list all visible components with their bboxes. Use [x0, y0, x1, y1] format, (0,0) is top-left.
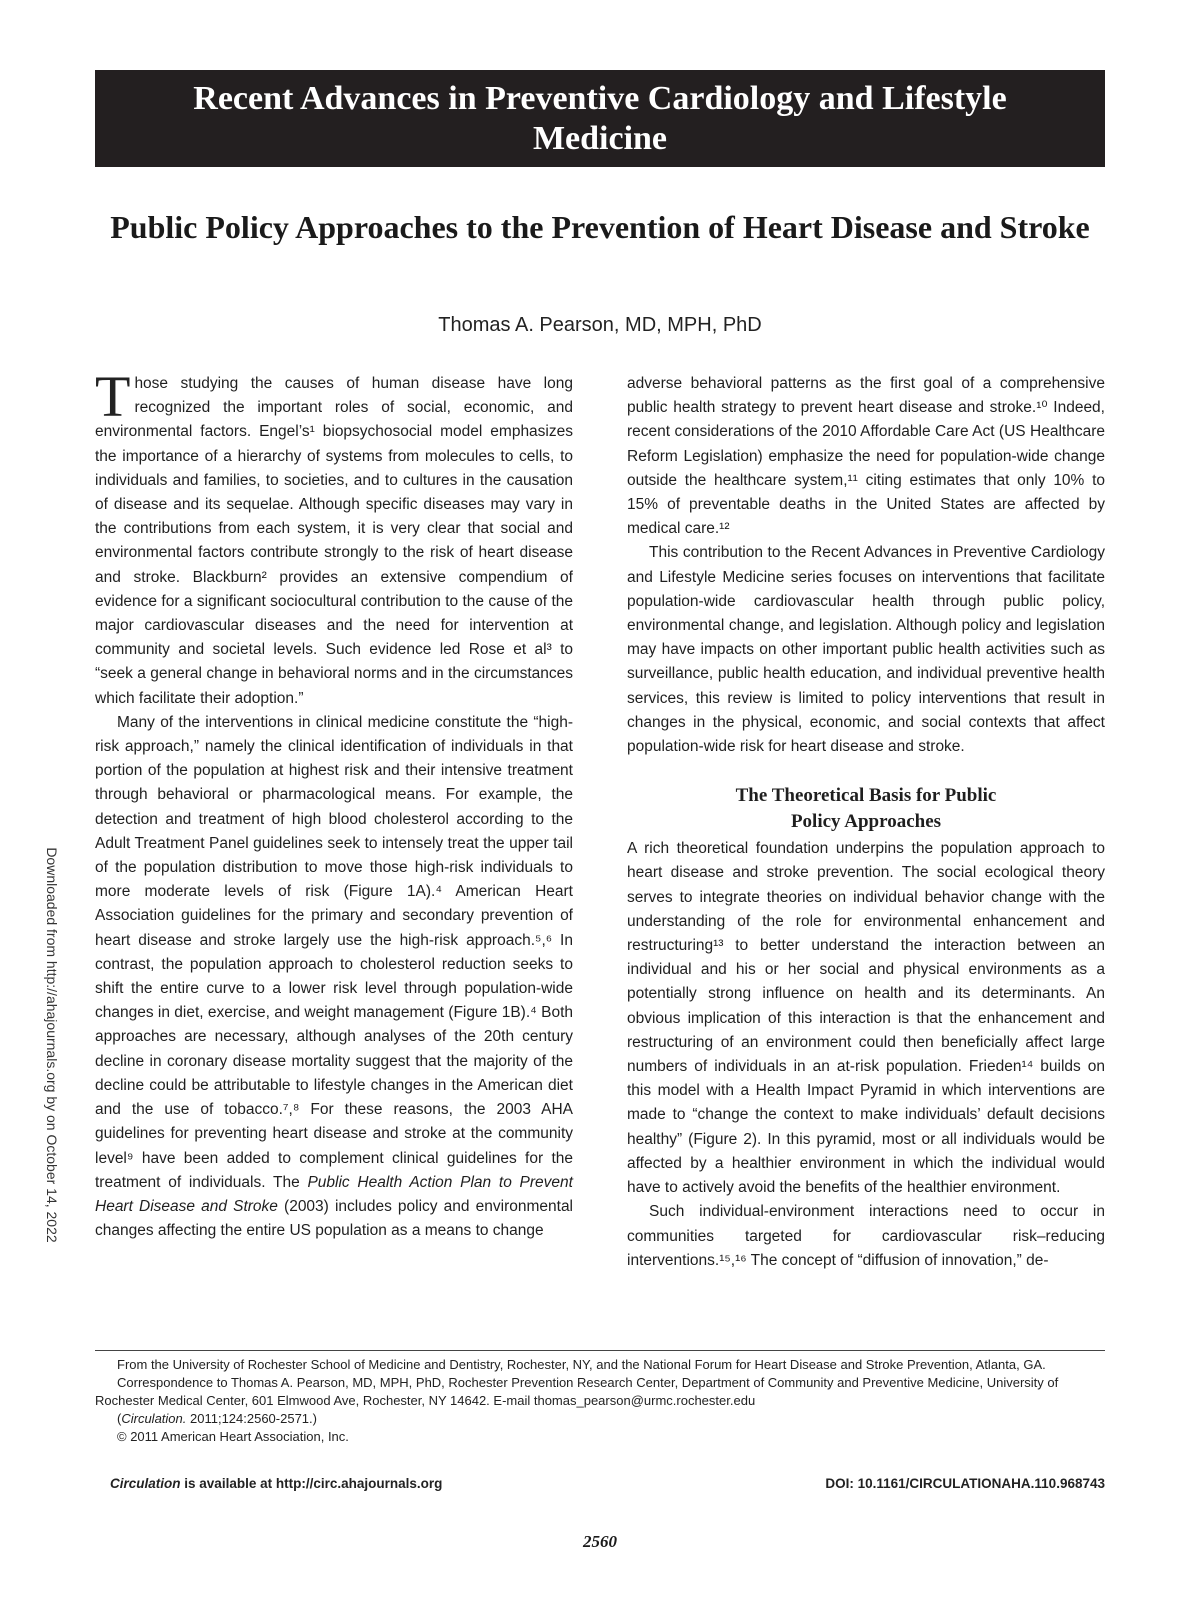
download-stamp: Downloaded from http://ahajournals.org by on October 14, 2022 [44, 847, 60, 1243]
series-banner-text: Recent Advances in Preventive Cardiology and Lifestyle Medicine [193, 79, 1007, 157]
copyright-note: © 2011 American Heart Association, Inc. [117, 1429, 349, 1444]
section-heading [627, 783, 1105, 835]
paragraph-text: Many of the interventions in clinical medicine constitute the “high-risk approach,” namely the clinical identification of individuals in that portion of the population at highest risk and their intensive treatment through behavioral or pharmacological means. For example, the detection and treatment of high blood cholesterol according to the Adult Treatment Panel guidelines seek to intensely treat the upper tail of the population distribution to move those high-risk individuals to more moderate levels of risk (Figure 1A).⁴ American Heart Association guidelines for the primary and secondary prevention of heart disease and stroke largely use the high-risk approach.⁵,⁶ In contrast, the population approach to cholesterol reduction seeks to shift the entire curve to a lower risk level through population-wide changes in diet, exercise, and weight management (Figure 1B).⁴ Both approaches are necessary, although analyses of the 20th century decline in coronary disease mortality suggest that the majority of the decline could be attributable to lifestyle changes in the American diet and the use of tobacco.⁷,⁸ For these reasons, the 2003 AHA guidelines for preventing heart disease and stroke at the community level⁹ have been added to complement clinical guidelines for the treatment of individuals. The [95, 713, 573, 1191]
author-line: Thomas A. Pearson, MD, MPH, PhD [438, 314, 762, 336]
article-title: Public Policy Approaches to the Prevention of Heart Disease and Stroke [110, 209, 1090, 245]
body-paragraph: adverse behavioral patterns as the first goal of a comprehensive public health strategy to prevent heart disease and stroke.¹⁰ Indeed, recent considerations of the 2010 Affordable Care Act (US Healthcare Reform Legislation) emphasize the need for population-wide change outside the healthcare system,¹¹ citing estimates that only 10% to 15% of preventable deaths in the United States are affected by medical care.¹² [627, 375, 1105, 538]
body-paragraph [95, 711, 573, 1243]
body-paragraph: A rich theoretical foundation underpins the population approach to heart disease and stroke prevention. The social ecological theory serves to integrate theories on individual behavior change with the understanding of the role for environmental enhancement and restructuring¹³ to better understand the interaction between an individual and his or her social and physical environments as a potentially strong influence on health and its determinants. An obvious implication of this interaction is that the enhancement and restructuring of an environment could then beneficially affect large numbers of individuals in an at-risk population. Frieden¹⁴ builds on this model with a Health Impact Pyramid in which interventions are made to “change the context to make individuals’ default decisions healthy” (Figure 2). In this pyramid, most or all individuals would be affected by a healthier environment in which the individual would have to actively avoid the benefits of the healthier environment. [627, 840, 1105, 1197]
body-paragraph: This contribution to the Recent Advances in Preventive Cardiology and Lifestyle Medicine series focuses on interventions that facilitate population-wide cardiovascular health through public policy, environmental change, and legislation. Although policy and legislation may have impacts on other important public health activities such as surveillance, public health education, and individual preventive health services, this review is limited to policy interventions that result in changes in the physical, economic, and social contexts that affect population-wide risk for heart disease and stroke. [627, 544, 1105, 756]
journal-footer [110, 1476, 1105, 1491]
plan-title: Public Health Action Plan to Prevent Heart Disease and Stroke [95, 1173, 573, 1215]
right-column [627, 372, 1105, 1273]
correspondence-note: Correspondence to Thomas A. Pearson, MD, MPH, PhD, Rochester Prevention Research Center, Department of Community and Preventive Medicine, University of Rochester Medical Center, 601 Elmwood Ave, Rochester, NY 14642. E-mail thomas_pearson@urmc.rochester.edu [95, 1375, 1059, 1408]
footnotes [95, 1356, 1105, 1446]
body-paragraph: Such individual-environment interactions need to occur in communities targeted for cardiovascular risk–reducing interventions.¹⁵,¹⁶ The concept of “diffusion of innovation,” de- [627, 1203, 1105, 1269]
page-number: 2560 [583, 1532, 617, 1551]
drop-cap: T [95, 364, 131, 429]
paragraph-text: (2003) includes policy and environmental changes affecting the entire US population as a means to change [95, 1197, 574, 1240]
affiliation-note: From the University of Rochester School of Medicine and Dentistry, Rochester, NY, and the National Forum for Heart Disease and Stroke Prevention, Atlanta, GA. [117, 1357, 1046, 1372]
journal-name: Circulation [110, 1476, 181, 1491]
section-heading-line: Policy Approaches [790, 811, 942, 833]
citation-note: (Circulation. 2011;124:2560-2571.) [117, 1411, 317, 1426]
citation-details: 2011;124:2560-2571.) [190, 1411, 317, 1426]
left-column [95, 364, 574, 1243]
intro-paragraph [95, 364, 573, 711]
series-banner [95, 70, 1105, 167]
citation-journal: Circulation. [121, 1411, 187, 1426]
availability-text: is available at http://circ.ahajournals.org [184, 1476, 443, 1491]
section-heading-line: The Theoretical Basis for Public [735, 785, 997, 807]
doi-text: DOI: 10.1161/CIRCULATIONAHA.110.968743 [825, 1476, 1105, 1491]
availability-note [110, 1476, 442, 1491]
intro-text: hose studying the causes of human disease have long recognized the important roles of social, economic, and environmental factors. Engel’s¹ biopsychosocial model emphasizes the importance of a hierarchy of systems from molecules to cells, to individuals and families, to societies, and to cultures in the causation of disease and its sequelae. Although specific diseases may vary in the contributions from each system, it is very clear that social and environmental factors contribute strongly to the risk of heart disease and stroke. Blackburn² provides an extensive compendium of evidence for a significant sociocultural contribution to the cause of the major cardiovascular diseases and the need for intervention at community and societal levels. Such evidence led Rose et al³ to “seek a general change in behavioral norms and in the circumstances which facilitate their adoption.” [95, 375, 573, 707]
footnote-divider [95, 1350, 1105, 1351]
